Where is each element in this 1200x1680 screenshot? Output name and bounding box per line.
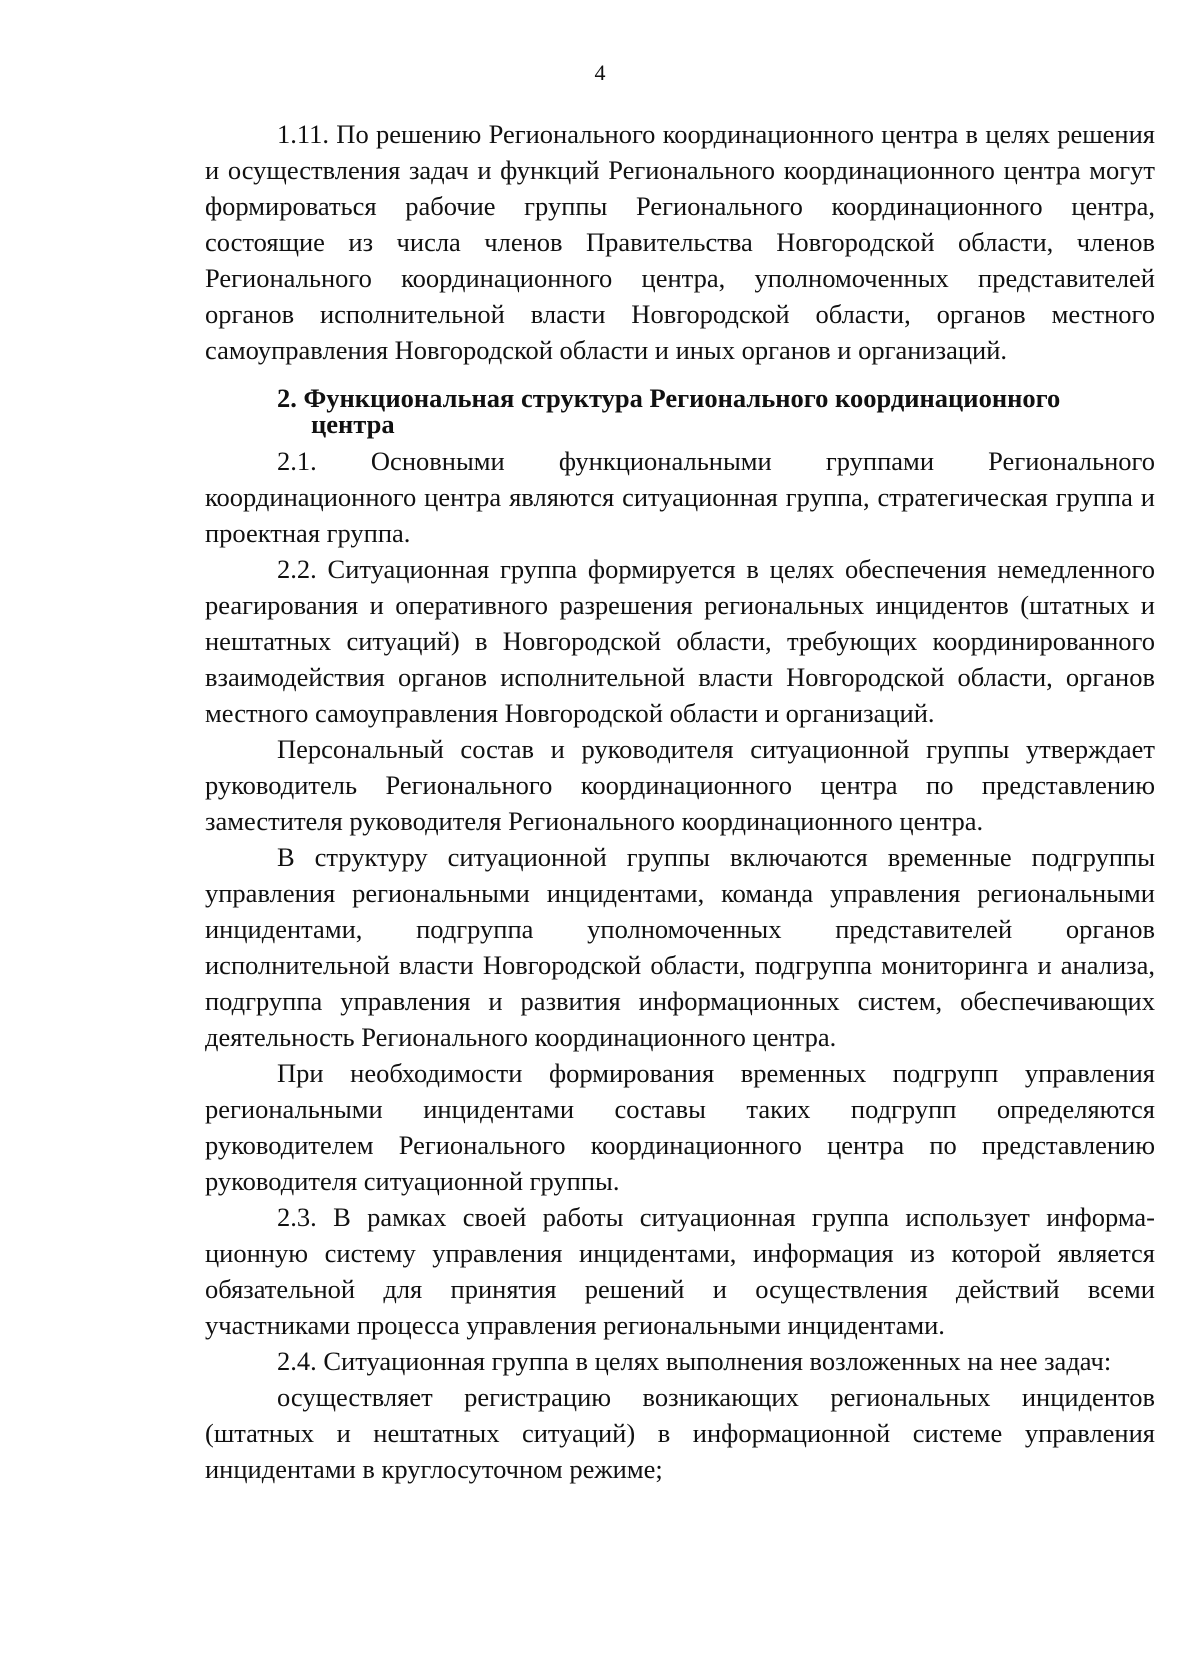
paragraph-2-4: 2.4. Ситуационная группа в целях выполнения возложенных на нее задач: xyxy=(277,1346,1112,1376)
paragraph-temporary-subgroups: При необходимости формирования временных подгрупп управления региональными инцидентами составы таких подгрупп определяются руководителем Регионального координационного центра по представлению руководителя ситуационной группы. xyxy=(205,1058,1155,1196)
paragraph-2-2: 2.2. Ситуационная группа формируется в целях обеспечения немедленного реагирования и оперативного разрешения региональных инцидентов (штатных и нештатных ситуаций) в Новгородской области, требующих координированного взаимодействия органов исполнительной власти Новгородской области, органов местного самоуправления Новгородской области и организаций. xyxy=(205,554,1155,728)
document-body xyxy=(205,116,1155,1487)
paragraph-incident-registration: осуществляет регистрацию возникающих региональных инцидентов (штатных и нештатных ситуаций) в информационной системе управления инцидентами в круглосуточном режиме; xyxy=(205,1382,1155,1484)
section-2-heading xyxy=(205,385,1155,437)
section-2-heading-line1: 2. Функциональная структура Регионального координационного xyxy=(277,383,1061,413)
paragraph-2-3: 2.3. В рамках своей работы ситуационная группа использует информационную систему управления инцидентами, информация из которой является обязательной для принятия решений и осуществления действий всеми участниками процесса управления региональными инцидентами. xyxy=(205,1202,1155,1340)
paragraph-group-structure: В структуру ситуационной группы включаются временные подгруппы управления региональными инцидентами, команда управления региональными инцидентами, подгруппа уполномоченных представителей органов исполнительной власти Новгородской области, подгруппа мониторинга и анализа, подгруппа управления и развития информационных систем, обеспечивающих деятельность Регионального координационного центра. xyxy=(205,842,1155,1052)
paragraph-1-11: 1.11. По решению Регионального координационного центра в целях решения и осуществления задач и функций Регионального координационного центра могут формироваться рабочие группы Регионального координационного центра, состоящие из числа членов Правительства Новгородской области, членов Регионального координационного центра, уполномоченных представителей органов исполнительной власти Новгородской области, органов местного самоуправления Новгородской области и иных органов и организаций. xyxy=(205,119,1155,365)
section-2-heading-line2: центра xyxy=(311,409,395,439)
paragraph-personal-composition: Персональный состав и руководителя ситуационной группы утверждает руководитель Регионального координационного центра по представлению заместителя руководителя Регионального координационного центра. xyxy=(205,734,1155,836)
paragraph-2-1: 2.1. Основными функциональными группами Регионального координационного центра являются ситуационная группа, стратегическая группа и проектная группа. xyxy=(205,446,1155,548)
page-number: 4 xyxy=(594,60,606,85)
